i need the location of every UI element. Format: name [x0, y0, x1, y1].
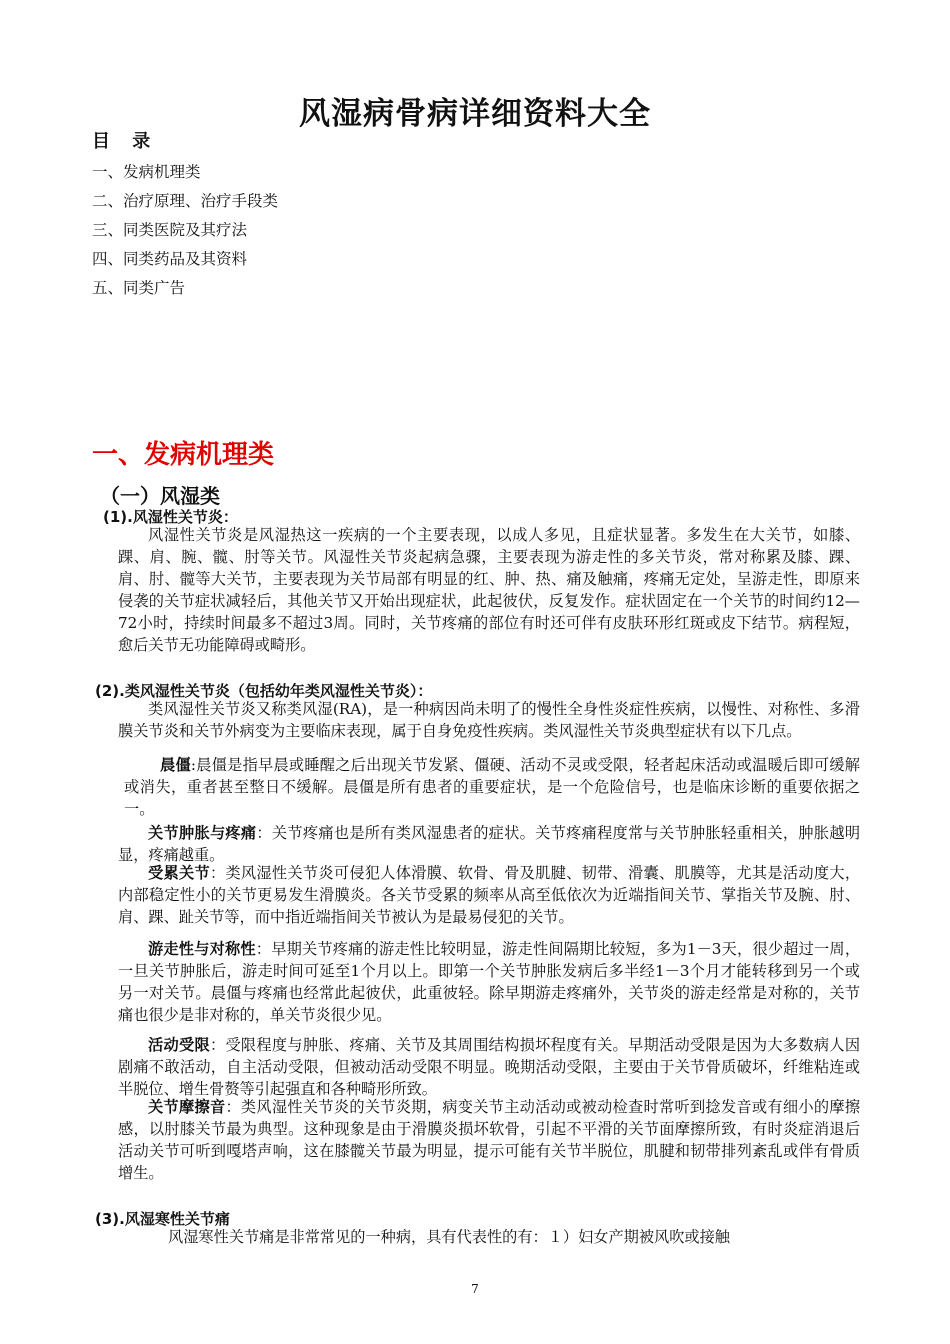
- symptom-label: 晨僵: [160, 756, 191, 774]
- symptom-text: ：类风湿性关节炎可侵犯人体滑膜、软骨、骨及肌腱、韧带、滑囊、肌膜等，尤其是活动度大，内部稳定性小的关节更易发生滑膜炎。各关节受累的频率从高至低依次为近端指间关节、掌指关节及腕、肘、肩、踝、趾关节等，而中指近端指间关节被认为是最易侵犯的关节。: [118, 864, 861, 926]
- page-number: 7: [471, 1282, 479, 1296]
- item-heading: (1).风湿性关节炎：: [103, 508, 238, 526]
- symptom-label: 受累关节: [148, 864, 210, 882]
- symptom-paragraph: [118, 938, 860, 1026]
- symptom-text: :晨僵是指早晨或睡醒之后出现关节发紧、僵硬、活动不灵或受限，轻者起床活动或温暖后即可缓解或消失，重者甚至整日不缓解。晨僵是所有患者的重要症状，是一个危险信号，也是临床诊断的重要依据之一。: [124, 756, 860, 818]
- symptom-paragraph: [118, 862, 860, 928]
- toc-item: 四、同类药品及其资料: [92, 250, 248, 268]
- symptom-paragraph: [118, 1034, 860, 1100]
- item-heading: (3).风湿寒性关节痛: [95, 1210, 230, 1228]
- symptom-paragraph: [124, 754, 860, 820]
- symptom-text: ：关节疼痛也是所有类风湿患者的症状。关节疼痛程度常与关节肿胀轻重相关，肿胀越明显，疼痛越重。: [118, 824, 861, 864]
- symptom-label: 关节摩擦音: [148, 1098, 226, 1116]
- toc-heading: 目 录: [92, 131, 159, 152]
- symptom-label: 游走性与对称性: [148, 940, 256, 958]
- document-title: 风湿病骨病详细资料大全: [299, 96, 651, 132]
- section-heading: 一、发病机理类: [92, 440, 275, 470]
- symptom-label: 活动受限: [148, 1036, 210, 1054]
- symptom-paragraph: [118, 822, 860, 866]
- toc-item: 一、发病机理类: [92, 163, 201, 181]
- subsection-heading: （一）风湿类: [100, 484, 220, 508]
- paragraph: 风湿性关节炎是风湿热这一疾病的一个主要表现，以成人多见，且症状显著。多发生在大关节，如膝、踝、肩、腕、髋、肘等关节。风湿性关节炎起病急骤，主要表现为游走性的多关节炎，常对称累及膝、踝、肩、肘、髋等大关节，主要表现为关节局部有明显的红、肿、热、痛及触痛，疼痛无定处，呈游走性，即原来侵袭的关节症状减轻后，其他关节又开始出现症状，此起彼伏，反复发作。症状固定在一个关节的时间约12—72小时，持续时间最多不超过3周。同时，关节疼痛的部位有时还可伴有皮肤环形红斑或皮下结节。病程短，愈后关节无功能障碍或畸形。: [118, 526, 860, 654]
- symptom-paragraph: [118, 1096, 860, 1184]
- paragraph: 类风湿性关节炎又称类风湿(RA)，是一种病因尚未明了的慢性全身性炎症性疾病，以慢性、对称性、多滑膜关节炎和关节外病变为主要临床表现，属于自身免疫性疾病。类风湿性关节炎典型症状有以下几点。: [118, 700, 860, 740]
- symptom-text: ：类风湿性关节炎的关节炎期，病变关节主动活动或被动检查时常听到捻发音或有细小的摩擦感，以肘膝关节最为典型。这种现象是由于滑膜炎损坏软骨，引起不平滑的关节面摩擦所致，有时炎症消退后活动关节可听到嘎塔声响，这在膝髋关节最为明显，提示可能有关节半脱位，肌腱和韧带排列紊乱或伴有骨质增生。: [118, 1098, 861, 1182]
- toc-item: 二、治疗原理、治疗手段类: [92, 192, 279, 210]
- symptom-text: ：早期关节疼痛的游走性比较明显，游走性间隔期比较短，多为1－3天，很少超过一周，一旦关节肿胀后，游走时间可延至1个月以上。即第一个关节肿胀发病后多半经1－3个月才能转移到另一个或另一对关节。晨僵与疼痛也经常此起彼伏，此重彼轻。除早期游走疼痛外，关节炎的游走经常是对称的，关节痛也很少是非对称的，单关节炎很少见。: [118, 940, 861, 1024]
- item-heading: (2).类风湿性关节炎（包括幼年类风湿性关节炎）：: [95, 682, 433, 700]
- toc-item: 五、同类广告: [92, 279, 186, 297]
- symptom-text: ：受限程度与肿胀、疼痛、关节及其周围结构损坏程度有关。早期活动受限是因为大多数病人因剧痛不敢活动，自主活动受限，但被动活动受限不明显。晚期活动受限，主要由于关节骨质破坏，纤维粘连或半脱位、增生骨赘等引起强直和各种畸形所致。: [118, 1036, 861, 1098]
- symptom-label: 关节肿胀与疼痛: [148, 824, 257, 842]
- toc-item: 三、同类医院及其疗法: [92, 221, 248, 239]
- paragraph: 风湿寒性关节痛是非常常见的一种病，具有代表性的有：１）妇女产期被风吹或接触: [168, 1228, 730, 1246]
